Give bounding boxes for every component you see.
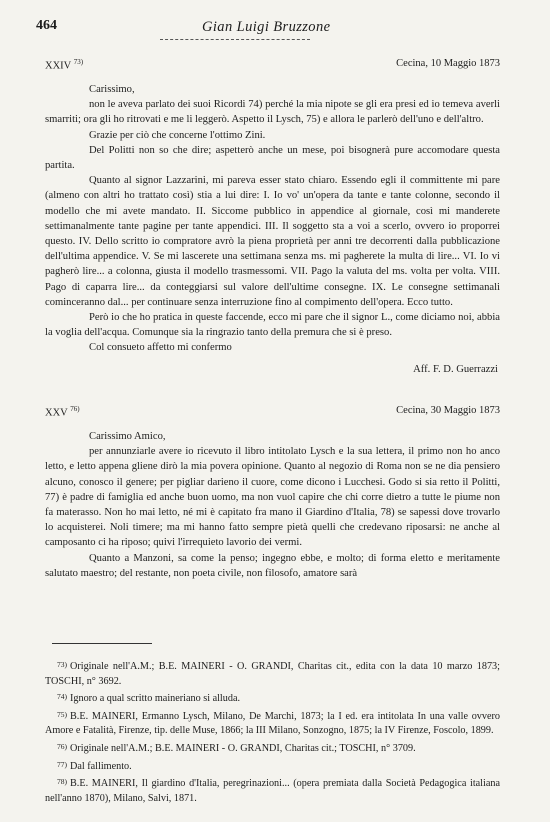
paragraph: Quanto al signor Lazzarini, mi pareva esser stato chiaro. Essendo egli il committente mi pare (almeno con altri ho trattato così) stia a lui dire: I. Io vo' un'opera da tante e tante colonne, secondo il modello che mi avete mandato. II. Siccome pubblico in appendice al giornale, così mi manderete settimanalmente tante pagine per tante appendici. III. Il soggetto sta a voi a scerlo, ovvero io proporrei questo. IV. Dello scritto io compratore avrò la piena proprietà per anni tre decorrenti dalla pubblicazione dell'ultima appendice. V. Se mi lascerete una settimana senza ms. mi pagherete la multa di lire... VI. Io vi pagherò lire... a colonna, giusta il modello trasmessomi. VII. Pago la valuta del ms. volta per volta. VIII. Pago di caparra lire... da conteggiarsi sul valore dell'ultime consegne. IX. Le consegne settimanali cominceranno dal... per continuare senza interruzione fino al compimento dell'opera. Ecco tutto. <box>45 175 500 308</box>
paragraph: non le aveva parlato dei suoi Ricordi 74) perché la mia nipote se gli era presi ed io temeva averli smarriti; ora gli ho ritrovati e me li leggerò. Aspetto il Lysch, 75) e allora le parlerò dell'uno e dell'altro. <box>45 99 500 126</box>
header-rule <box>160 39 310 40</box>
page-number: 464 <box>36 18 57 33</box>
running-title: Gian Luigi Bruzzone <box>202 19 331 35</box>
note-ref: 73) <box>73 58 84 66</box>
letter-body <box>45 429 500 581</box>
note-ref: 76) <box>70 405 80 413</box>
footnote: 77) Dal fallimento. <box>57 759 132 772</box>
footnote: 74) Ignoro a qual scritto maineriano si alluda. <box>57 692 241 705</box>
letter-date: Cecina, 30 Maggio 1873 <box>396 405 500 416</box>
signature: Aff. F. D. Guerrazzi <box>413 363 498 375</box>
footnotes <box>45 658 500 807</box>
running-header <box>36 18 500 38</box>
paragraph: Del Politti non so che dire; aspetterò anche un mese, poi bisognerà pure accomodare questa partita. <box>45 144 500 172</box>
letter-heading <box>45 58 500 74</box>
salutation: Carissimo, <box>89 84 135 95</box>
paragraph: Quanto a Manzoni, sa come la penso; ingegno ebbe, e molto; di forma eletto e meritamente salutato maestro; del restante, non poeta civile, non filosofo, amatore sarà <box>45 552 500 579</box>
letter-number: XXIV $^{73)}$ <box>45 58 84 72</box>
footnote: 78) B.E. MAINERI, Il giardino d'Italia, peregrinazioni... (opera premiata dalla Società Pedagogica italiana nell'anno 1870), Milano, Salvi, 1871. <box>45 777 500 804</box>
paragraph: Grazie per ciò che concerne l'ottimo Zini. <box>89 129 266 141</box>
letter-number: XXV $^{76)}$ <box>45 405 80 419</box>
letter-body <box>45 82 500 377</box>
letter-date: Cecina, 10 Maggio 1873 <box>396 58 500 69</box>
footnote-separator <box>52 643 152 644</box>
paragraph: Però io che ho pratica in queste faccende, ecco mi pare che il signor L., come diciamo noi, abbia la voglia dell'acqua. Comunque sia la ringrazio tanto della premura che si è preso. <box>45 312 500 339</box>
footnote: 73) Originale nell'A.M.; B.E. MAINERI - O. GRANDI, Charitas cit., edita con la data 10 marzo 1873; TOSCHI, n° 3692. <box>45 660 500 687</box>
footnote: 76) Originale nell'A.M.; B.E. MAINERI - O. GRANDI, Charitas cit.; TOSCHI, n° 3709. <box>57 741 416 754</box>
salutation: Carissimo Amico, <box>89 431 166 442</box>
footnote: 75) B.E. MAINERI, Ermanno Lysch, Milano, De Marchi, 1873; la I ed. era intitolata In una valle ovvero Amore e Fatalità, Firenze, tip. delle Muse, 1866; la III Milano, Sonzogno, 1875; la IV Firenze, Foscolo, 1899. <box>45 709 500 737</box>
paragraph: per annunziarle avere io ricevuto il libro intitolato Lysch e la sua lettera, il primo non ho anco letto, e letto appena gliene dirò la mia povera opinione. Quanto al negozio di Roma non se ne dia pensiero alcuno, conosco il genere; per pigliar darieno il cuore, come dicono i Lucchesi. Godo si sia retto il Politti, 77) è padre di famiglia ed anche buon uomo, ma non vuol capire che chi corre dietro a tutte le piume non fa materasso. Non ho mai letto, né mi è capitato fra mano il Giardino d'Italia, 78) se sapessi dove trovarlo lo acquisterei. Noli timere; ma mi hanno fatto sempre pietà quelli che credevano riposarsi: ne anche al camposanto ci ha riposo; quivi l'irrequieto lavorio dei vermi. <box>45 446 500 549</box>
closing: Col consueto affetto mi confermo <box>89 342 232 354</box>
letter-heading <box>45 405 500 421</box>
